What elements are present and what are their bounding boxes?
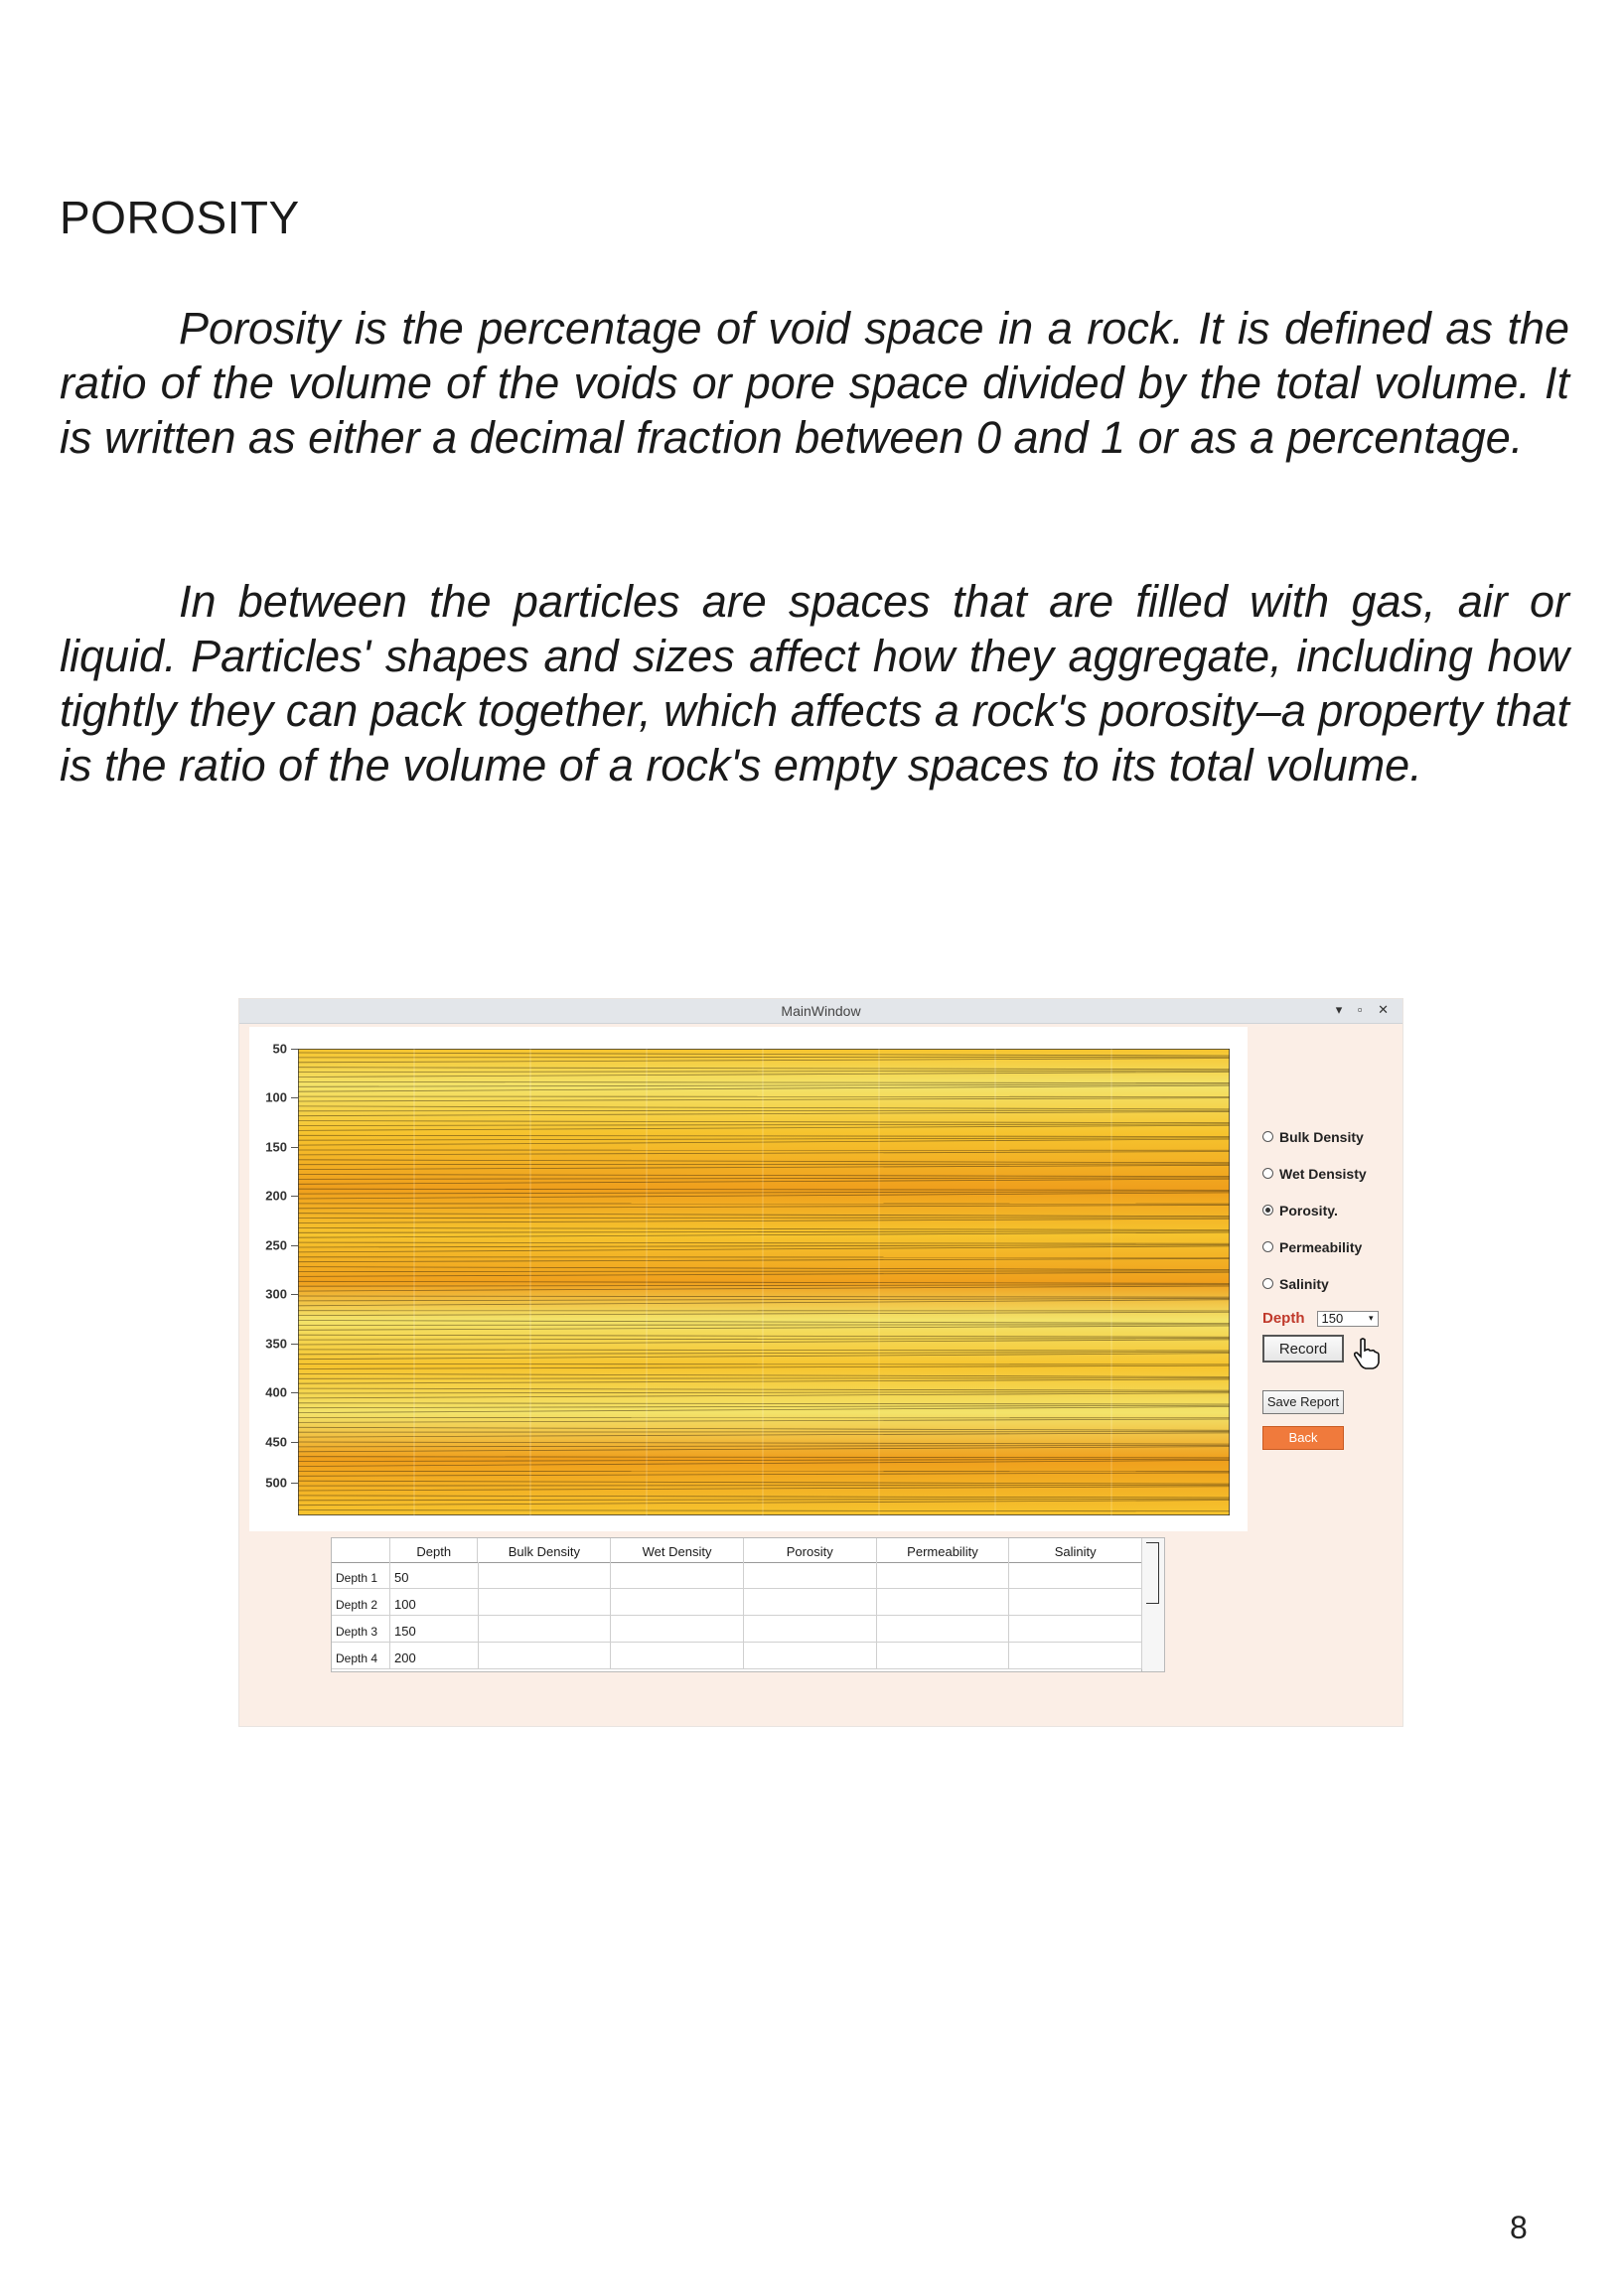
table-header-cell[interactable]: Permeability — [877, 1538, 1010, 1562]
row-header-cell[interactable]: Depth 3 — [332, 1616, 390, 1642]
page-heading: POROSITY — [60, 192, 300, 243]
table-row — [332, 1589, 1142, 1616]
table-header-cell[interactable]: Depth — [390, 1538, 478, 1562]
table-cell[interactable] — [744, 1562, 877, 1588]
table-cell[interactable] — [744, 1616, 877, 1642]
radio-wet-densisty[interactable] — [1262, 1155, 1401, 1192]
depth-dropdown-value: 150 — [1321, 1311, 1344, 1326]
radio-salinity[interactable] — [1262, 1265, 1401, 1302]
table-cell[interactable] — [1009, 1616, 1142, 1642]
property-panel — [1262, 1118, 1401, 1450]
table-scrollbar[interactable] — [1141, 1538, 1164, 1671]
depth-selector — [1262, 1310, 1401, 1327]
table-cell[interactable] — [479, 1616, 612, 1642]
y-tick-label: 50 — [272, 1041, 287, 1057]
table-header-cell[interactable]: Salinity — [1009, 1538, 1142, 1562]
table-cell[interactable] — [744, 1643, 877, 1668]
radio-dot[interactable] — [1262, 1168, 1273, 1179]
table-cell[interactable] — [877, 1616, 1010, 1642]
y-tick-label: 200 — [265, 1188, 287, 1204]
table-cell[interactable] — [877, 1589, 1010, 1615]
table-cell[interactable] — [479, 1589, 612, 1615]
record-button[interactable]: Record — [1262, 1335, 1344, 1363]
radio-permeability[interactable] — [1262, 1228, 1401, 1265]
table-cell[interactable] — [877, 1643, 1010, 1668]
save-report-button[interactable]: Save Report — [1262, 1390, 1344, 1414]
table-cell[interactable] — [479, 1643, 612, 1668]
table-cell[interactable] — [479, 1562, 612, 1588]
row-header-cell[interactable]: Depth 2 — [332, 1589, 390, 1615]
y-tick-label: 100 — [265, 1089, 287, 1105]
y-tick-label: 400 — [265, 1384, 287, 1400]
table-cell[interactable]: 200 — [390, 1643, 479, 1668]
hand-cursor-icon — [1352, 1337, 1382, 1370]
table-cell[interactable] — [1009, 1643, 1142, 1668]
table-cell[interactable] — [1009, 1562, 1142, 1588]
window-title: MainWindow — [781, 1003, 861, 1019]
table-cell[interactable]: 100 — [390, 1589, 479, 1615]
table-cell[interactable]: 50 — [390, 1562, 479, 1588]
table-cell[interactable] — [744, 1589, 877, 1615]
table-cell[interactable]: 150 — [390, 1616, 479, 1642]
y-tick-label: 150 — [265, 1139, 287, 1155]
radio-label: Porosity. — [1279, 1202, 1338, 1219]
table-cell[interactable] — [877, 1562, 1010, 1588]
depth-dropdown[interactable] — [1317, 1311, 1379, 1327]
page-number: 8 — [1510, 2210, 1528, 2245]
back-button[interactable]: Back — [1262, 1426, 1344, 1450]
window-titlebar — [239, 999, 1402, 1024]
table-header-cell[interactable]: Wet Density — [611, 1538, 744, 1562]
table-header-cell[interactable]: Porosity — [744, 1538, 877, 1562]
rock-layer-plot — [249, 1027, 1248, 1531]
table-row — [332, 1616, 1142, 1643]
radio-dot[interactable] — [1262, 1205, 1273, 1216]
y-tick-label: 350 — [265, 1336, 287, 1352]
paragraph-definition: Porosity is the percentage of void space in a rock. It is defined as the ratio of the volume of the voids or pore space divided by the total volume. It is written as either a decimal fraction between 0 and 1 or as a percentage. — [60, 303, 1569, 463]
radio-label: Permeability — [1279, 1238, 1363, 1255]
table-cell[interactable] — [611, 1616, 744, 1642]
depth-label: Depth — [1262, 1310, 1305, 1327]
chevron-down-icon: ▾ — [1368, 1313, 1374, 1323]
table-cell[interactable] — [611, 1589, 744, 1615]
radio-dot[interactable] — [1262, 1278, 1273, 1289]
radio-label: Wet Densisty — [1279, 1165, 1367, 1182]
table-header-row — [332, 1538, 1142, 1563]
y-tick-label: 250 — [265, 1237, 287, 1253]
y-tick-label: 500 — [265, 1475, 287, 1491]
radio-bulk-density[interactable] — [1262, 1118, 1401, 1155]
table-row — [332, 1643, 1142, 1669]
radio-porosity[interactable] — [1262, 1192, 1401, 1228]
radio-label: Salinity — [1279, 1275, 1329, 1292]
table-header-cell[interactable]: Bulk Density — [478, 1538, 611, 1562]
y-tick-label: 450 — [265, 1434, 287, 1450]
table-header-cell[interactable] — [332, 1538, 390, 1562]
window-controls[interactable]: ▾ ▫ ✕ — [1335, 1002, 1395, 1017]
table-row — [332, 1562, 1142, 1589]
row-header-cell[interactable]: Depth 4 — [332, 1643, 390, 1668]
depth-axis — [249, 1027, 299, 1531]
rock-strata-image — [298, 1049, 1230, 1515]
radio-dot[interactable] — [1262, 1241, 1273, 1252]
main-window-screenshot — [239, 999, 1402, 1726]
radio-dot[interactable] — [1262, 1131, 1273, 1142]
y-tick-label: 300 — [265, 1286, 287, 1302]
table-cell[interactable] — [611, 1562, 744, 1588]
paragraph-particles: In between the particles are spaces that are filled with gas, air or liquid. Particles' shapes and sizes affect how they aggregate, including how tightly they can pack together, which affects a rock's porosity–a property that is the ratio of the volume of a rock's empty spaces to its total volume. — [60, 576, 1569, 790]
table-cell[interactable] — [1009, 1589, 1142, 1615]
radio-label: Bulk Density — [1279, 1128, 1364, 1145]
row-header-cell[interactable]: Depth 1 — [332, 1562, 390, 1588]
table-cell[interactable] — [611, 1643, 744, 1668]
results-table — [331, 1537, 1165, 1672]
